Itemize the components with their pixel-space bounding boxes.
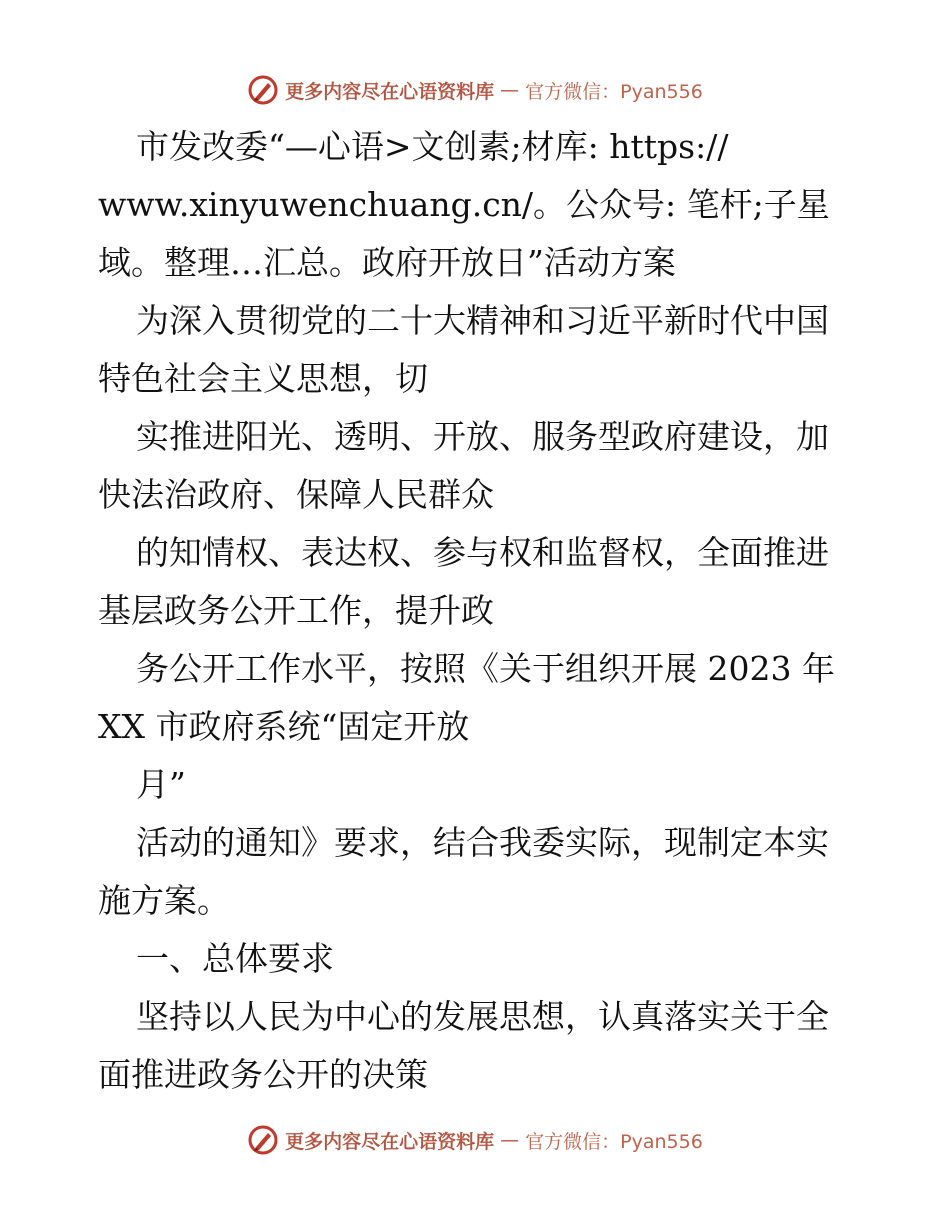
watermark-text: 更多内容尽在心语资料库 <box>285 1130 495 1153</box>
text-line: 为深入贯彻党的二十大精神和习近平新时代中国 <box>136 301 829 340</box>
text-line: XX 市政府系统“固定开放 <box>98 707 470 746</box>
text-line: 面推进政务公开的决策 <box>98 1055 428 1094</box>
text-line: www.xinyuwenchuang.cn/。公众号: 笔杆;子星 <box>98 185 830 224</box>
watermark-contact: 官方微信：Pyan556 <box>525 1130 703 1153</box>
text-line: 坚持以人民为中心的发展思想，认真落实关于全 <box>136 997 829 1036</box>
watermark-text: 更多内容尽在心语资料库 <box>285 80 495 103</box>
text-line: 实推进阳光、透明、开放、服务型政府建设，加 <box>136 417 829 456</box>
text-line: 快法治政府、保障人民群众 <box>98 475 494 514</box>
watermark-contact: 官方微信：Pyan556 <box>525 80 703 103</box>
text-line: 市发改委“—心语>文创素;材库: https:// <box>136 127 729 166</box>
watermark-banner-bottom <box>0 1122 950 1158</box>
text-line: 施方案。 <box>98 881 230 920</box>
watermark-banner-top <box>0 72 950 108</box>
text-line: 的知情权、表达权、参与权和监督权，全面推进 <box>136 533 829 572</box>
watermark-separator: — <box>500 1129 520 1151</box>
document-body <box>98 118 858 1104</box>
text-line: 基层政务公开工作，提升政 <box>98 591 494 630</box>
pen-logo-icon <box>247 74 279 106</box>
text-line: 务公开工作水平，按照《关于组织开展 2023 年 <box>136 649 835 688</box>
watermark-separator: — <box>500 79 520 101</box>
section-heading: 一、总体要求 <box>136 939 334 978</box>
text-line: 活动的通知》要求，结合我委实际，现制定本实 <box>136 823 829 862</box>
pen-logo-icon <box>247 1124 279 1156</box>
text-line: 特色社会主义思想，切 <box>98 359 428 398</box>
text-line: 月” <box>136 765 186 804</box>
text-line: 域。整理…汇总。政府开放日”活动方案 <box>98 243 676 282</box>
